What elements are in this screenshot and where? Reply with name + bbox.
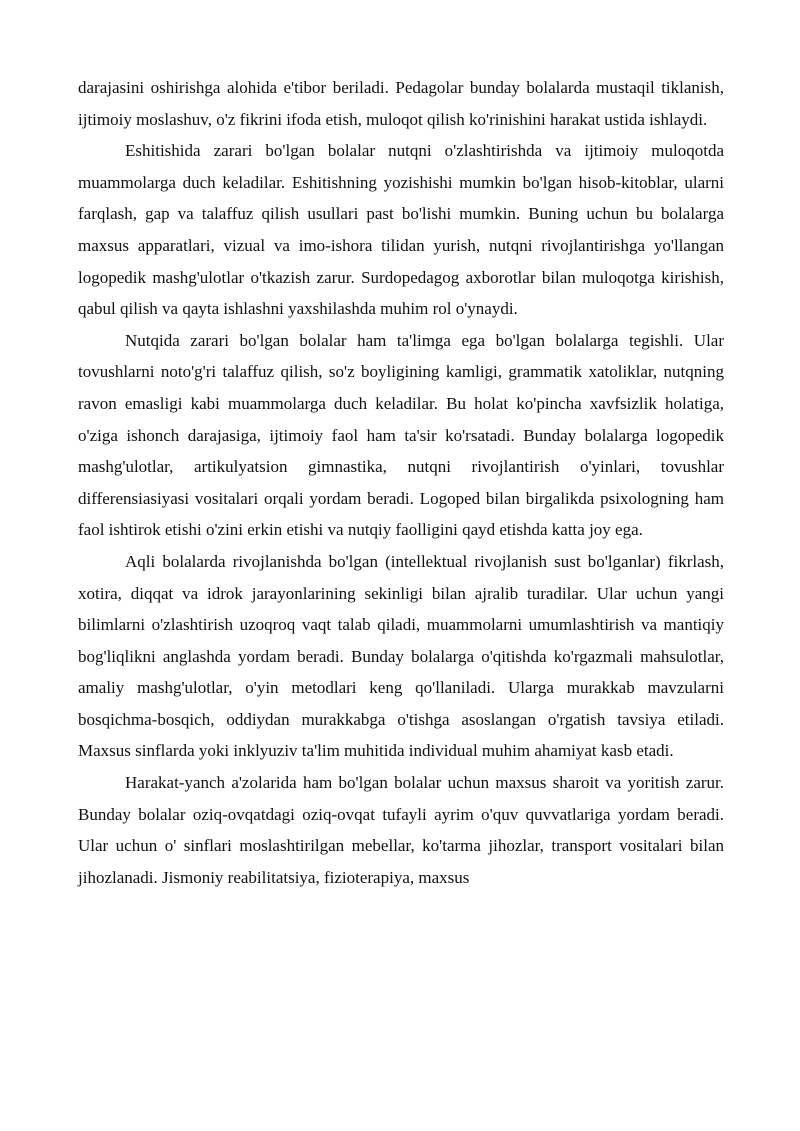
paragraph-speech-impairment: Nutqida zarari bo'lgan bolalar ham ta'limga ega bo'lgan bolalarga tegishli. Ular tovushlarni noto'g'ri talaffuz qilish, so'z boyligining kamligi, grammatik xatoliklar, nutqning ravon emasligi kabi muammolarga duch keladilar. Bu holat ko'pincha xavfsizlik holatiga, o'ziga ishonch darajasiga, ijtimoiy faol ham ta'sir ko'rsatadi. Bunday bolalarga logopedik mashg'ulotlar, artikulyatsion gimnastika, nutqni rivojlantirish o'yinlari, tovushlar differensiasiyasi vositalari orqali yordam beradi. Logoped bilan birgalikda psixologning ham faol ishtirok etishi o'zini erkin etishi va nutqiy faolligini qayd etishda katta joy ega. [78,330,724,540]
paragraph-continued: darajasini oshirishga alohida e'tibor beriladi. Pedagolar bunday bolalarda mustaqil tiklanish, ijtimoiy moslashuv, o'z fikrini ifoda etish, muloqot qilish ko'rinishini harakat ustida ishlaydi. [78,78,724,129]
document-page [78,72,724,893]
paragraph-hearing-impairment: Eshitishida zarari bo'lgan bolalar nutqni o'zlashtirishda va ijtimoiy muloqotda muammolarga duch keladilar. Eshitishning yozishishi mumkin bo'lgan hisob-kitoblar, ularni farqlash, gap va talaffuz qilish usullari past bo'lishi mumkin. Buning uchun bu bolalarga maxsus apparatlari, vizual va imo-ishora tilidan yurish, nutqni rivojlantirishga yo'llangan logopedik mashg'ulotlar o'tkazish zarur. Surdopedagog axborotlar bilan muloqotga kirishish, qabul qilish va qayta ishlashni yaxshilashda muhim rol o'ynaydi. [78,141,724,319]
paragraph-motor-impairment: Harakat-yanch a'zolarida ham bo'lgan bolalar uchun maxsus sharoit va yoritish zarur. Bunday bolalar oziq-ovqatdagi oziq-ovqat tufayli ayrim o'quv quvvatlariga yordam beradi. Ular uchun o' sinflari moslashtirilgan mebellar, ko'tarma jihozlar, transport vositalari bilan jihozlanadi. Jismoniy reabilitatsiya, fizioterapiya, maxsus [78,773,724,887]
paragraph-intellectual-disability: Aqli bolalarda rivojlanishda bo'lgan (intellektual rivojlanish sust bo'lganlar) fikrlash, xotira, diqqat va idrok jarayonlarining sekinligi bilan ajralib turadilar. Ular uchun yangi bilimlarni o'zlashtirish uzoqroq vaqt talab qiladi, muammolarni umumlashtirish va mantiqiy bog'liqlikni anglashda yordam beradi. Bunday bolalarga o'qitishda ko'rgazmali mahsulotlar, amaliy mashg'ulotlar, o'yin metodlari keng qo'llaniladi. Ularga murakkab mavzularni bosqichma-bosqich, oddiydan murakkabga o'tishga asoslangan o'rgatish tavsiya etiladi. Maxsus sinflarda yoki inklyuziv ta'lim muhitida individual muhim ahamiyat kasb etadi. [78,551,724,761]
